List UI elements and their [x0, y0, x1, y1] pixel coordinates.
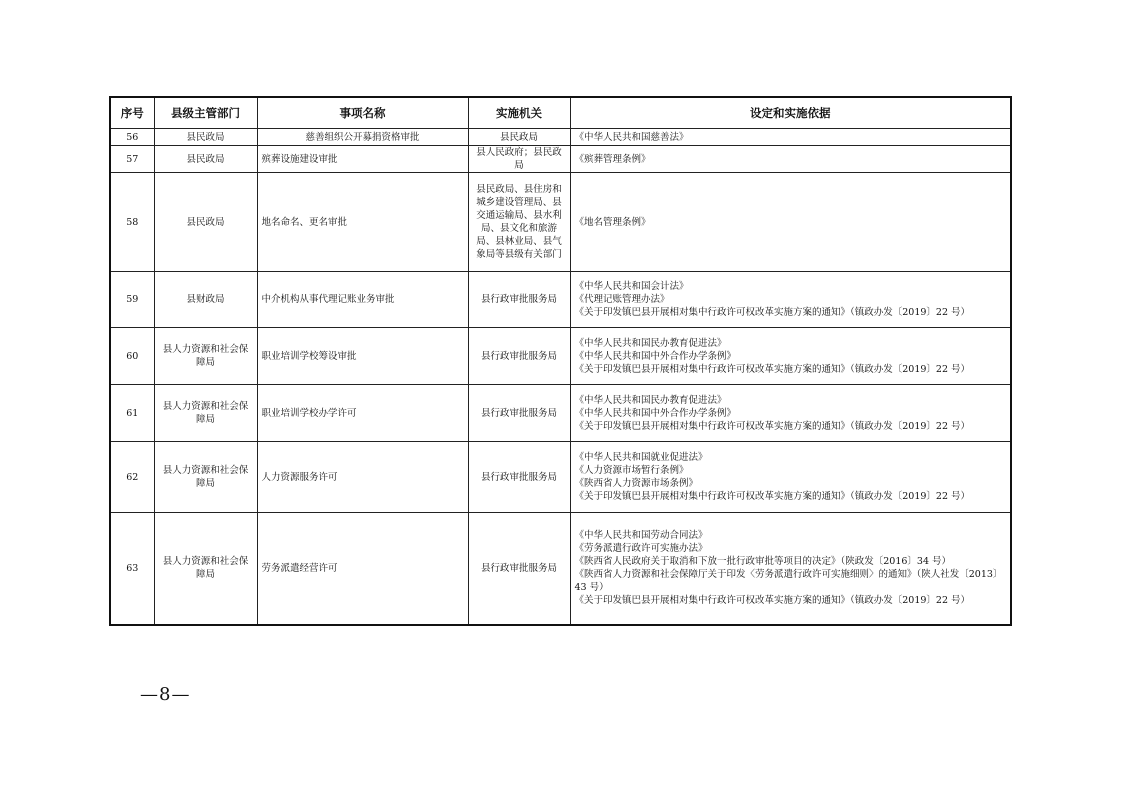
table-row: [110, 513, 1011, 625]
basis-line: 《劳务派遣行政许可实施办法》: [574, 543, 708, 555]
cell-serial-number: 63: [110, 513, 154, 625]
cell-department: 县人力资源和社会保障局: [154, 328, 257, 385]
basis-line: 《中华人民共和国慈善法》: [574, 131, 689, 143]
cell-item-name: 地名命名、更名审批: [257, 173, 468, 272]
basis-line: 《中华人民共和国民办教育促进法》: [574, 394, 727, 406]
header-item-name: 事项名称: [257, 97, 468, 129]
table-header-row: [110, 97, 1011, 129]
cell-serial-number: 61: [110, 385, 154, 442]
cell-basis: [570, 146, 1011, 173]
table-row: [110, 146, 1011, 173]
cell-department: 县民政局: [154, 146, 257, 173]
cell-agency: 县行政审批服务局: [468, 272, 570, 328]
cell-serial-number: 56: [110, 129, 154, 146]
cell-item-name: 人力资源服务许可: [257, 442, 468, 513]
basis-line: 《中华人民共和国中外合作办学条例》: [574, 407, 737, 419]
basis-line: 《陕西省人力资源市场条例》: [574, 478, 699, 489]
header-serial-number: 序号: [110, 97, 154, 129]
basis-line: 《中华人民共和国就业促进法》: [574, 452, 708, 463]
approval-items-table: [109, 96, 1012, 626]
cell-item-name: 殡葬设施建设审批: [257, 146, 468, 173]
cell-serial-number: 62: [110, 442, 154, 513]
cell-item-name: 职业培训学校筹设审批: [257, 328, 468, 385]
table-row: [110, 385, 1011, 442]
basis-line: 《中华人民共和国中外合作办学条例》: [574, 350, 737, 362]
header-legal-basis: 设定和实施依据: [570, 97, 1011, 129]
table-row: [110, 442, 1011, 513]
header-implementing-agency: 实施机关: [468, 97, 570, 129]
cell-serial-number: 59: [110, 272, 154, 328]
cell-department: 县人力资源和社会保障局: [154, 442, 257, 513]
cell-item-name: 劳务派遣经营许可: [257, 513, 468, 625]
cell-agency: 县行政审批服务局: [468, 442, 570, 513]
cell-basis: [570, 442, 1011, 513]
table-row: [110, 129, 1011, 146]
basis-line: 《陕西省人力资源和社会保障厅关于印发〈劳务派遣行政许可实施细则〉的通知》（陕人社发〔2013〕43 号）: [574, 569, 1003, 594]
cell-agency: 县人民政府；县民政局: [468, 146, 570, 173]
header-county-department: 县级主管部门: [154, 97, 257, 129]
cell-agency: 县行政审批服务局: [468, 328, 570, 385]
cell-department: 县民政局: [154, 129, 257, 146]
basis-line: 《人力资源市场暂行条例》: [574, 465, 689, 476]
cell-department: 县人力资源和社会保障局: [154, 385, 257, 442]
table-row: [110, 272, 1011, 328]
basis-line: 《陕西省人民政府关于取消和下放一批行政审批等项目的决定》（陕政发〔2016〕34 号）: [574, 556, 952, 568]
cell-department: 县人力资源和社会保障局: [154, 513, 257, 625]
basis-line: 《中华人民共和国劳动合同法》: [574, 530, 708, 542]
basis-line: 《地名管理条例》: [574, 216, 651, 228]
cell-serial-number: 60: [110, 328, 154, 385]
basis-line: 《关于印发镇巴县开展相对集中行政许可权改革实施方案的通知》（镇政办发〔2019〕22 号）: [574, 363, 971, 375]
cell-department: 县财政局: [154, 272, 257, 328]
cell-basis: [570, 272, 1011, 328]
basis-line: 《关于印发镇巴县开展相对集中行政许可权改革实施方案的通知》（镇政办发〔2019〕22 号）: [574, 420, 971, 432]
cell-agency: 县行政审批服务局: [468, 513, 570, 625]
cell-item-name: 职业培训学校办学许可: [257, 385, 468, 442]
basis-line: 《殡葬管理条例》: [574, 153, 651, 165]
cell-basis: [570, 385, 1011, 442]
cell-basis: [570, 328, 1011, 385]
cell-agency: 县行政审批服务局: [468, 385, 570, 442]
basis-line: 《关于印发镇巴县开展相对集中行政许可权改革实施方案的通知》（镇政办发〔2019〕22 号）: [574, 491, 971, 502]
basis-line: 《代理记账管理办法》: [574, 294, 670, 305]
basis-line: 《关于印发镇巴县开展相对集中行政许可权改革实施方案的通知》（镇政办发〔2019〕22 号）: [574, 595, 971, 607]
cell-item-name: 中介机构从事代理记账业务审批: [257, 272, 468, 328]
page-number: —8—: [140, 684, 191, 705]
cell-agency: 县民政局、县住房和城乡建设管理局、县交通运输局、县水利局、县文化和旅游局、县林业局、县气象局等县级有关部门: [468, 173, 570, 272]
cell-agency: 县民政局: [468, 129, 570, 146]
basis-line: 《中华人民共和国会计法》: [574, 281, 689, 292]
basis-line: 《中华人民共和国民办教育促进法》: [574, 337, 727, 349]
table-row: [110, 173, 1011, 272]
cell-serial-number: 58: [110, 173, 154, 272]
cell-basis: [570, 513, 1011, 625]
table-row: [110, 328, 1011, 385]
basis-line: 《关于印发镇巴县开展相对集中行政许可权改革实施方案的通知》（镇政办发〔2019〕22 号）: [574, 307, 971, 318]
cell-department: 县民政局: [154, 173, 257, 272]
cell-basis: [570, 173, 1011, 272]
cell-serial-number: 57: [110, 146, 154, 173]
cell-item-name: 慈善组织公开募捐资格审批: [257, 129, 468, 146]
cell-basis: [570, 129, 1011, 146]
